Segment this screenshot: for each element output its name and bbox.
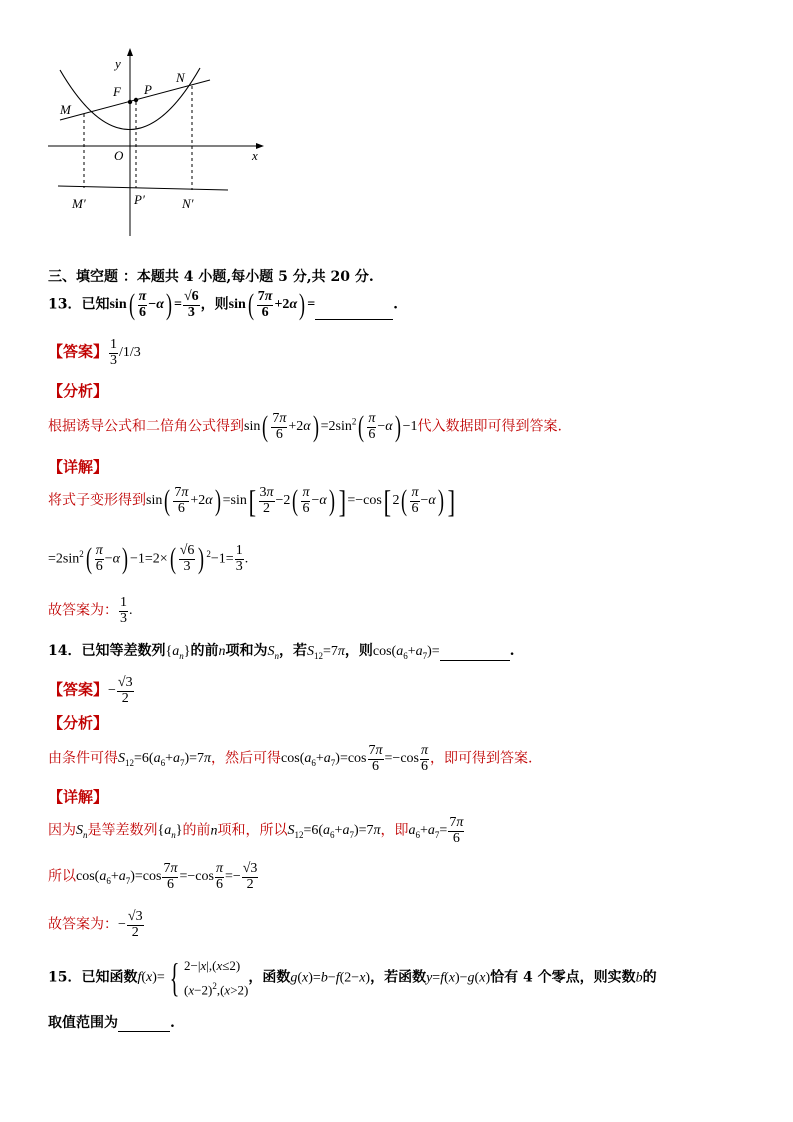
q14-final-text: 故答案为：: [48, 916, 118, 933]
q14-blank: [440, 659, 510, 661]
q13-detail-line1: [48, 483, 456, 520]
label-m-prime: M′: [72, 196, 86, 211]
q13-analysis-end: 代入数据即可得到答案.: [417, 418, 562, 435]
q14-detail-math3: $\cos(a_6+a_7)=\cos$ $\frac{7\pi}{6}$ =−cos $\frac{\pi}{6}$ =− $\frac{√3}{2}$: [76, 861, 258, 892]
q13-detail-math1: sin( $\frac{7\pi}{6}$ +2α) =sin[ $\frac{3\pi}{2}$ −2( $\frac{\pi}{6}$ −α) ] =−cos[ 2( $\frac{\pi}{6}$ −α) ]: [146, 483, 455, 520]
y-axis-arrow: [127, 48, 133, 56]
q15-stem: [48, 956, 657, 1000]
q14-sn: $S_n$: [267, 644, 279, 661]
q14-analysis-math2: $\cos(a_6+a_7)=\cos$ $\frac{7\pi}{6}$ =−cos $\frac{\pi}{6}$: [281, 743, 428, 774]
q14-mid1: 的前: [190, 643, 219, 659]
q13-alt: /1/3: [119, 345, 141, 361]
label-p-prime: P′: [134, 192, 145, 207]
q14-detail-pre: 因为: [48, 822, 76, 839]
q14-detail-line1: [48, 816, 465, 846]
q15-mid3: 恰有 4 个零点，则实数: [490, 969, 636, 986]
q14-detail-n: n: [210, 823, 218, 839]
q13-detail-text: 将式子变形得到: [48, 492, 146, 509]
q14-final: [48, 910, 145, 940]
q13-num: 13．已知: [48, 296, 110, 313]
q15-fdef: f(x)= { 2−|x|,(x≤2) $(x-2)^2,(x>2)$: [137, 955, 249, 1001]
q14-detail-mid4: ，即: [380, 822, 409, 839]
label-n: N: [176, 70, 185, 85]
q14-answer-value: − $\frac{√3}{2}$: [108, 675, 133, 706]
section-heading: 三、填空题 ：本题共 4 小题,每小题 5 分,共 20 分.: [48, 269, 374, 285]
q13-final-text: 故答案为：: [48, 602, 118, 619]
q15-gdef: g(x)=b−f(2−x): [290, 970, 371, 986]
label-p: P: [144, 82, 152, 97]
label-f: F: [113, 84, 121, 99]
q14-detail-mid1: 是等差数列: [87, 822, 158, 839]
q15-b: b: [635, 970, 643, 986]
q13-blank: [315, 318, 393, 320]
q14-num: 14．已知等差数列: [48, 643, 166, 659]
q13-final-value: $\frac{1}{3}$ .: [120, 595, 133, 626]
answer-tag: 【答案】: [48, 342, 109, 361]
q14-mid4: ，则: [344, 643, 373, 659]
q14-analysis-tag: 【分析】: [48, 714, 109, 732]
q15-blank: [118, 1030, 170, 1032]
q13-answer: [48, 338, 141, 368]
q14-answer: [48, 676, 135, 706]
q14-detail-sn: $S_n$: [76, 823, 88, 841]
q15-mid1: ，函数: [248, 969, 291, 986]
q14-analysis: [48, 744, 532, 774]
point-f: [128, 100, 132, 104]
q14-analysis-math1: $S_{12}=6(a_6+a_7)=7\pi$: [118, 751, 212, 769]
q13-final: [48, 596, 133, 626]
q14-detail-seq: $\{a_n\}$: [157, 823, 183, 841]
q14-detail-line2: [48, 862, 259, 892]
q14-analysis-mid: ，然后可得: [211, 750, 282, 767]
parabola-figure: [40, 40, 280, 240]
q14-analysis-pre: 由条件可得: [48, 750, 118, 767]
q14-detail-mid3: 项和，所以: [217, 822, 288, 839]
answer-tag: 【答案】: [48, 680, 109, 699]
q14-seq: $\{a_n\}$: [165, 644, 191, 661]
q13-analysis-math: sin( $\frac{7\pi}{6}$ $+2\alpha) =2\sin^2$( $\frac{\pi}{6}$ −α) −1: [244, 410, 418, 444]
q14-analysis-end: ，即可得到答案.: [430, 750, 533, 767]
q13-detail-tag: 【详解】: [48, 458, 109, 476]
q13-analysis: [48, 412, 562, 442]
q14-detail-tag: 【详解】: [48, 788, 109, 806]
q15-mid2: ，若函数: [370, 969, 427, 986]
q13-math-given: sin( $\frac{\pi}{6}$ −α) = $\frac{√6}{3}$: [109, 288, 199, 322]
q14-final-value: − $\frac{√3}{2}$: [118, 909, 143, 940]
q15-mid4: 的: [642, 969, 657, 986]
q14-detail-mid2: 的前: [182, 822, 211, 839]
q13-detail-line2: $=2\sin^2$( $\frac{\pi}{6}$ −α) −1=2×( $\frac{√6}{3}$ ) $^2$−1= $\frac{1}{3}$ .: [48, 542, 249, 576]
q14-detail-math1: $S_{12}=6(a_6+a_7)=7\pi$: [287, 823, 381, 841]
q13-stem: 13．已知sin( $\frac{\pi}{6}$ −α) = $\frac{√6}{3}$ ，则sin( $\frac{7\pi}{6}$ +2α) = .: [48, 288, 399, 322]
q13-analysis-tag: 【分析】: [48, 382, 109, 400]
q15-line2: 取值范围为 .: [48, 1015, 175, 1031]
q15-num: 15．已知函数: [48, 969, 138, 986]
q14-stem: 14．已知等差数列$\{a_n\}$的前n项和为$S_n$，若$S_{12}=7\pi$，则$\cos(a_6+a_7)=$ .: [48, 643, 515, 661]
q14-n: n: [218, 644, 226, 659]
q15-ydef: y=f(x)−g(x): [426, 970, 491, 986]
q15-line2-text: 取值范围为: [48, 1015, 118, 1031]
q14-detail-math2: $a_6+a_7=$ $\frac{7\pi}{6}$: [408, 815, 464, 846]
q14-cond: $S_{12}=7\pi$: [306, 644, 345, 661]
q13-answer-value: $\frac{1}{3}$ /1/3: [110, 337, 141, 368]
q14-so: 所以: [48, 868, 76, 885]
q13-analysis-text: 根据诱导公式和二倍角公式得到: [48, 418, 244, 435]
q14-mid2: 项和为: [225, 643, 268, 659]
q14-mid3: ，若: [278, 643, 307, 659]
label-o: O: [114, 148, 124, 163]
label-y: y: [115, 56, 121, 71]
label-x: x: [252, 148, 258, 163]
point-p: [134, 98, 138, 102]
q14-ask: $\cos(a_6+a_7)=$: [372, 644, 440, 661]
label-n-prime: N′: [182, 196, 194, 211]
q13-math-ask: sin( $\frac{7\pi}{6}$ +2α) =: [228, 288, 316, 322]
label-m: M: [60, 102, 71, 117]
q13-then: ，则: [200, 296, 229, 313]
